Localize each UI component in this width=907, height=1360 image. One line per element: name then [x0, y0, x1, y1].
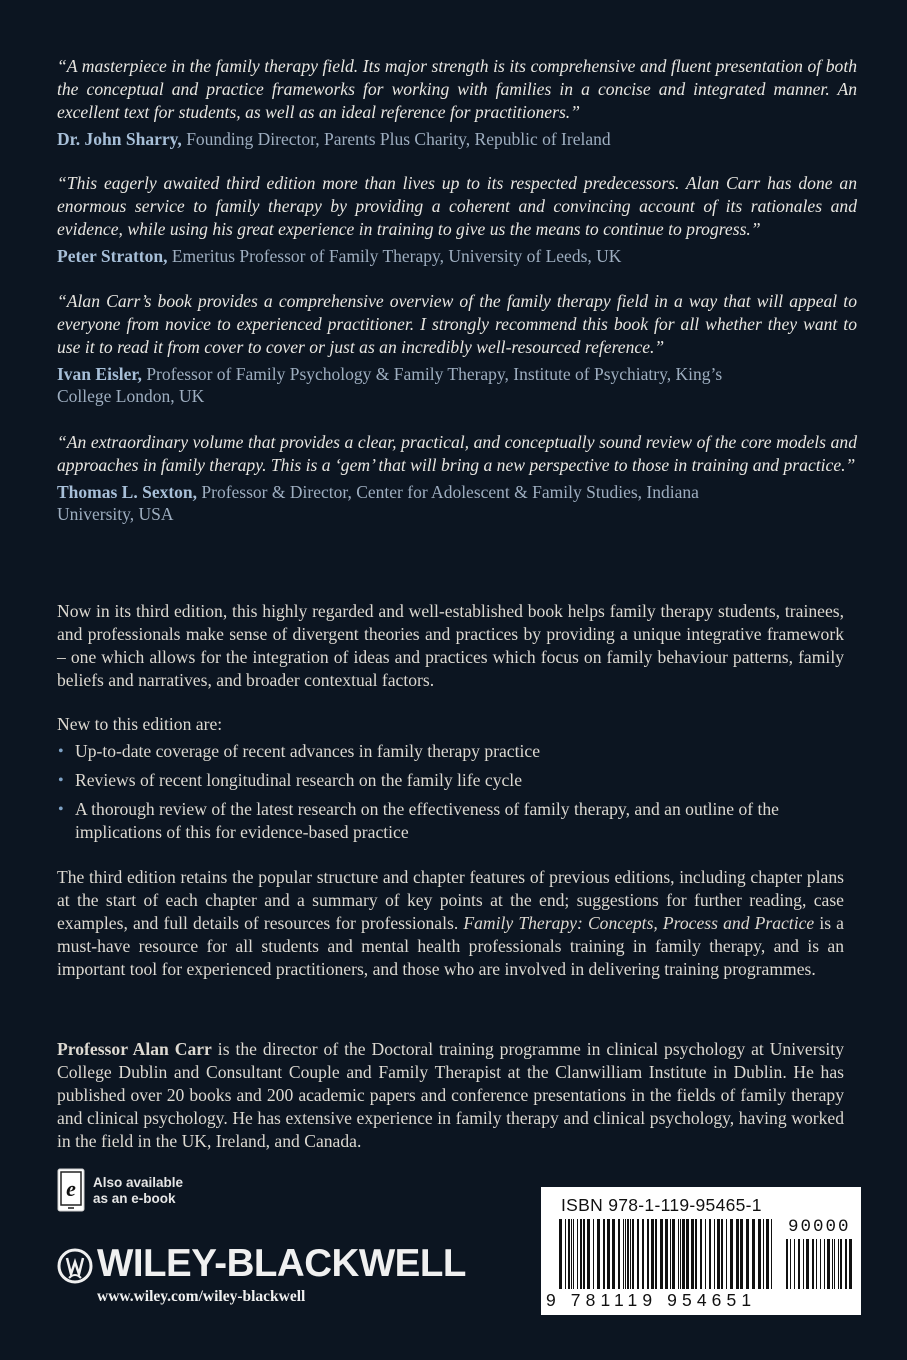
quote-text: “An extraordinary volume that provides a clear, practical, and conceptually sound review of the core models and approaches in family therapy. This is a ‘gem’ that will bring a new perspective to those in training and practice.”: [57, 432, 857, 475]
endorsement-quote: [57, 172, 857, 267]
quote-attribution: [57, 128, 857, 150]
list-item: • Up-to-date coverage of recent advances in family therapy practice: [58, 741, 541, 761]
price-barcode: [786, 1239, 854, 1289]
quote-attribution: [57, 481, 747, 525]
endorsement-quote: [57, 290, 857, 407]
barcode-panel: [541, 1187, 861, 1315]
quote-text: “A masterpiece in the family therapy field. Its major strength is its comprehensive and fluent presentation of both the conceptual and practice frameworks for working with families in a concise and integrated manner. An excellent text for students, as well as an ideal reference for practitioners.”: [57, 56, 857, 122]
book-title: Family Therapy: Concepts, Process and Practice: [463, 913, 815, 933]
quote-text: “This eagerly awaited third edition more than lives up to its respected predecessors. Alan Carr has done an enormous service to family therapy by providing a coherent and convincing account of its rationales and evidence, while using his great experience in training to give us the means to continue to progress.”: [57, 173, 857, 239]
bullet-icon: •: [58, 743, 64, 760]
isbn-number: ISBN 978-1-119-95465-1: [561, 1195, 762, 1215]
list-item: • A thorough review of the latest research on the effectiveness of family therapy, and an outline of the implications of this for evidence-based practice: [58, 799, 779, 842]
endorser-name: Peter Stratton,: [57, 246, 168, 266]
author-name: Professor Alan Carr: [57, 1039, 212, 1059]
wiley-seal-icon: [57, 1246, 93, 1286]
endorser-name: Dr. John Sharry,: [57, 129, 182, 149]
price-code: 90000: [788, 1217, 851, 1237]
list-item: • Reviews of recent longitudinal research on the family life cycle: [58, 770, 522, 790]
ean-barcode: [559, 1219, 774, 1289]
publisher-url[interactable]: www.wiley.com/wiley-blackwell: [97, 1288, 306, 1305]
new-edition-list: [57, 740, 844, 850]
quote-text: “Alan Carr’s book provides a comprehensive overview of the family therapy field in a way that will appeal to everyone from novice to experienced practitioner. I strongly recommend this book for all whether they want to use it to read it from cover to cover or just as an incredibly well-resourced reference.”: [57, 291, 857, 357]
ebook-icon: [57, 1168, 85, 1212]
endorser-role: Emeritus Professor of Family Therapy, University of Leeds, UK: [171, 246, 622, 266]
ebook-notice: [57, 1168, 257, 1213]
endorsement-quote: [57, 431, 857, 525]
bullet-icon: •: [58, 801, 64, 818]
bullet-icon: •: [58, 772, 64, 789]
publisher-name: WILEY-BLACKWELL: [97, 1242, 466, 1285]
quote-attribution: [57, 363, 747, 407]
endorser-role: Professor & Director, Center for Adolescent & Family Studies, Indiana University, USA: [57, 482, 699, 524]
features-paragraph: The third edition retains the popular structure and chapter features of previous editions, including chapter plans at the start of each chapter and a summary of key points at the end; suggestions for further reading, case examples, and full details of resources for professionals. Family Therapy: Concepts, Process and Practice is a must-have resource for all students and mental health professionals training in family therapy, and is an important tool for experienced practitioners, and those who are involved in delivering training programmes.: [57, 867, 844, 979]
new-edition-heading: New to this edition are:: [57, 714, 223, 734]
quote-attribution: [57, 245, 857, 267]
intro-paragraph: Now in its third edition, this highly regarded and well-established book helps family therapy students, trainees, and professionals make sense of divergent theories and practices by providing a unique integrative framework – one which allows for the integration of ideas and practices which focus on family behaviour patterns, family beliefs and narratives, and broader contextual factors.: [57, 601, 844, 690]
svg-text:e: e: [66, 1176, 76, 1201]
ebook-label: Also available as an e-book: [93, 1175, 184, 1206]
endorser-role: Founding Director, Parents Plus Charity, Republic of Ireland: [186, 129, 611, 149]
author-bio: Professor Alan Carr is the director of the Doctoral training programme in clinical psychology at University College Dublin and Consultant Couple and Family Therapist at the Clanwilliam Institute in Dublin. He has published over 20 books and 200 academic papers and conference presentations in the fields of family therapy and clinical psychology. He has extensive experience in family therapy and clinical psychology, having worked in the field in the UK, Ireland, and Canada.: [57, 1039, 844, 1151]
endorsement-quote: [57, 55, 857, 150]
endorser-name: Ivan Eisler,: [57, 364, 142, 384]
barcode-digits: 9 781119 954651: [546, 1290, 757, 1310]
endorser-name: Thomas L. Sexton,: [57, 482, 198, 502]
endorser-role: Professor of Family Psychology & Family Therapy, Institute of Psychiatry, King’s College London, UK: [57, 364, 723, 406]
